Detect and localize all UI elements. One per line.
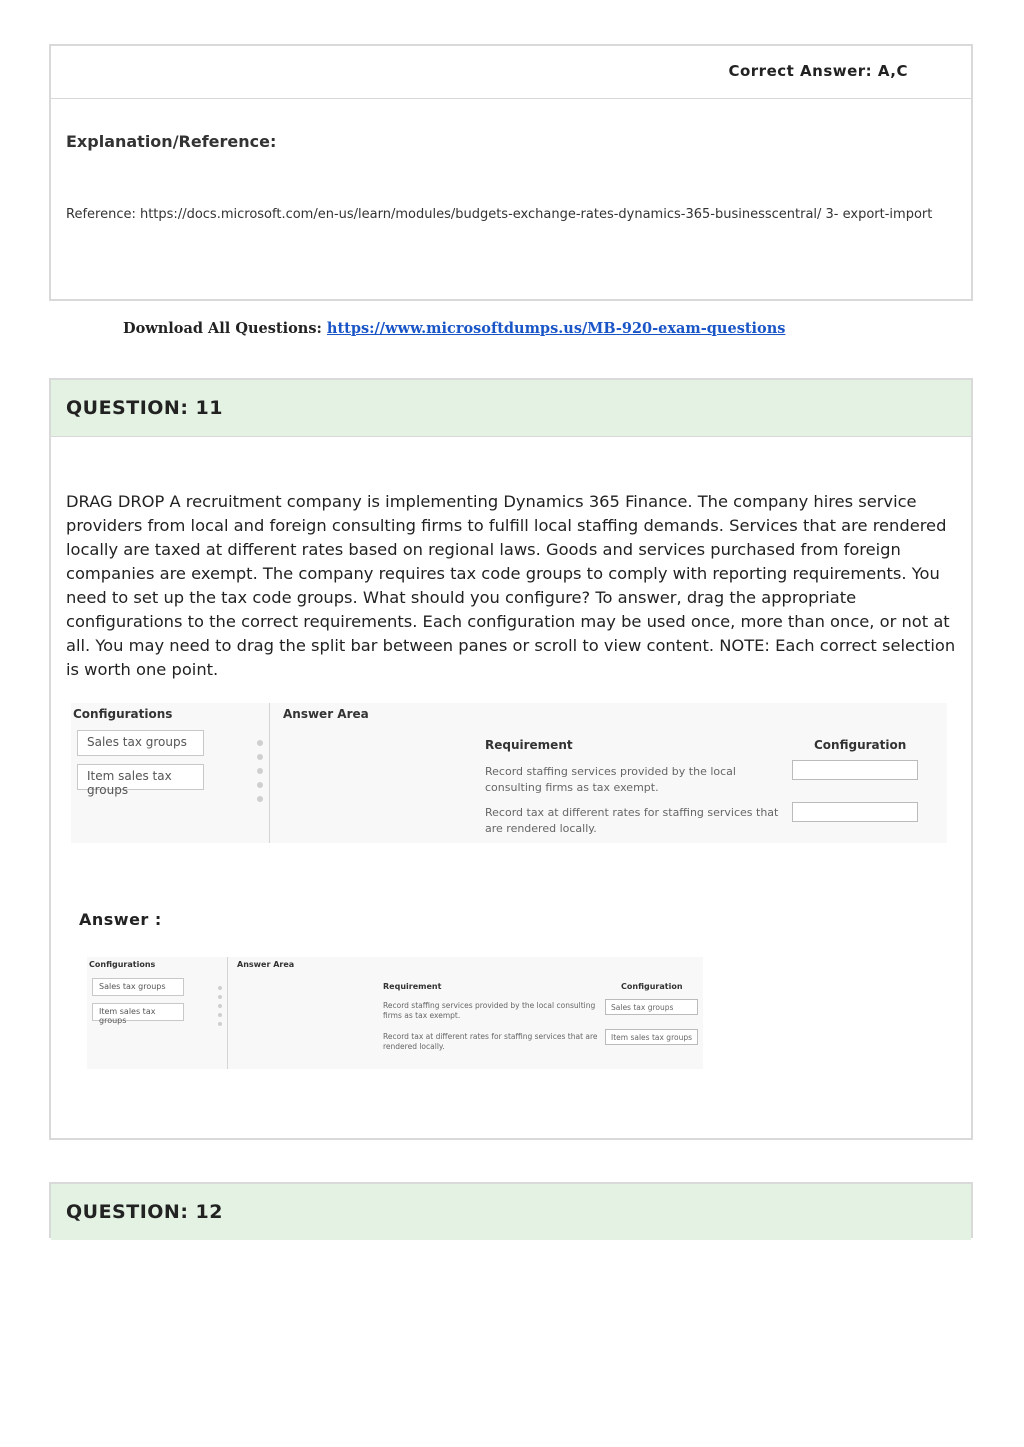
requirement-header: Requirement xyxy=(485,738,573,752)
question-title: QUESTION: 12 xyxy=(66,1201,223,1223)
answer-drop-slot[interactable] xyxy=(792,760,918,780)
answer-drop-slot[interactable] xyxy=(792,802,918,822)
split-bar[interactable] xyxy=(269,703,270,843)
answer-slot-filled: Item sales tax groups xyxy=(605,1029,698,1045)
split-bar xyxy=(227,957,228,1069)
split-handle-dot xyxy=(218,1022,222,1026)
answer-area-title: Answer Area xyxy=(283,707,369,721)
config-item: Sales tax groups xyxy=(92,978,184,996)
question-12-panel xyxy=(49,1182,973,1238)
correct-answer-row xyxy=(51,46,971,99)
question-image xyxy=(71,703,947,843)
explanation-title: Explanation/Reference: xyxy=(66,132,277,151)
requirement-header: Requirement xyxy=(383,982,442,991)
configuration-header: Configuration xyxy=(621,982,683,991)
question-11-panel xyxy=(49,378,973,1140)
config-item[interactable]: Item sales tax groups xyxy=(77,764,204,790)
split-handle-dot xyxy=(218,1004,222,1008)
config-item[interactable]: Sales tax groups xyxy=(77,730,204,756)
split-handle-dot xyxy=(257,768,263,774)
split-handle-dot xyxy=(218,986,222,990)
split-handle-dot xyxy=(218,995,222,999)
split-handle-dot xyxy=(257,782,263,788)
reference-text: Reference: https://docs.microsoft.com/en-us/learn/modules/budgets-exchange-rates-dynamics-365-businesscentral/ 3- export-import xyxy=(66,207,933,222)
requirement-text: Record staffing services provided by the local consulting firms as tax exempt. xyxy=(383,1001,596,1020)
answer-panel xyxy=(49,44,973,301)
question-body: DRAG DROP A recruitment company is implementing Dynamics 365 Finance. The company hires service providers from local and foreign consulting firms to fulfill local staffing demands. Services that are rendered locally are taxed at different rates based on regional laws. Goods and services purchased from foreign companies are exempt. The company requires tax code groups to comply with reporting requirements. You need to set up the tax code groups. What should you configure? To answer, drag the appropriate configurations to the correct requirements. Each configuration may be used once, more than once, or not at all. You may need to drag the split bar between panes or scroll to view content. NOTE: Each correct selection is worth one point. xyxy=(66,492,956,679)
answer-slot-filled: Sales tax groups xyxy=(605,999,698,1015)
answer-image xyxy=(87,957,703,1069)
split-handle-dot xyxy=(218,1013,222,1017)
configurations-title: Configurations xyxy=(89,960,156,969)
question-title: QUESTION: 11 xyxy=(66,397,223,419)
question-header xyxy=(51,380,971,437)
configurations-title: Configurations xyxy=(73,707,173,721)
split-handle-dot xyxy=(257,740,263,746)
answer-area-title: Answer Area xyxy=(237,960,295,969)
download-line xyxy=(123,320,785,337)
requirement-text: Record staffing services provided by the local consulting firms as tax exempt. xyxy=(485,765,736,794)
config-item: Item sales tax groups xyxy=(92,1003,184,1021)
question-header xyxy=(51,1184,971,1240)
requirement-text: Record tax at different rates for staffing services that are rendered locally. xyxy=(485,806,779,835)
answer-label: Answer : xyxy=(79,910,162,929)
configuration-header: Configuration xyxy=(814,738,907,752)
split-handle-dot xyxy=(257,796,263,802)
split-handle-dot xyxy=(257,754,263,760)
download-link[interactable]: https://www.microsoftdumps.us/MB-920-exam-questions xyxy=(326,320,786,337)
correct-answer: Correct Answer: A,C xyxy=(728,62,908,80)
requirement-text: Record tax at different rates for staffing services that are rendered locally. xyxy=(383,1032,598,1051)
download-label: Download All Questions: xyxy=(123,320,322,337)
